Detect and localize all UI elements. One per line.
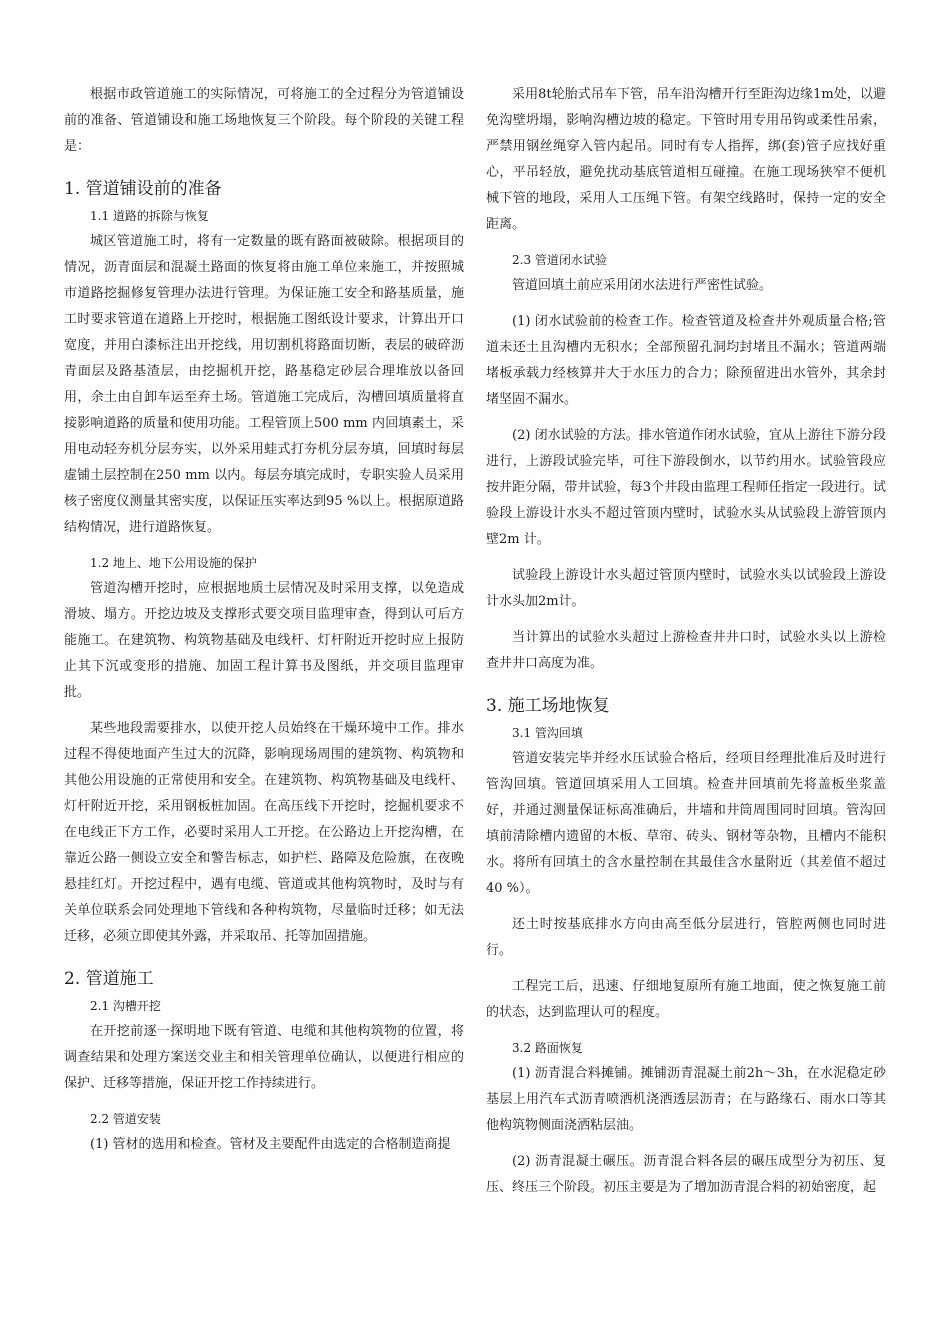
subsection-3-1-heading: 3.1 管沟回填 bbox=[512, 726, 583, 740]
paragraph-3-1c: 工程完工后，迅速、仔细地复原所有施工地面，使之恢复施工前的状态，达到监理认可的程度。 bbox=[486, 979, 886, 1020]
subsection-3-2-heading: 3.2 路面恢复 bbox=[512, 1041, 583, 1055]
left-column bbox=[64, 82, 464, 1168]
subsection-2-1-heading: 2.1 沟槽开挖 bbox=[90, 999, 161, 1013]
paragraph-2-3a: 管道回填土前应采用闭水法进行严密性试验。 bbox=[512, 278, 773, 293]
paragraph-2-2: (1) 管材的选用和检查。管材及主要配件由选定的合格制造商提 bbox=[90, 1137, 451, 1152]
paragraph-2-3c: (2) 闭水试验的方法。排水管道作闭水试验，宜从上游往下游分段进行，上游段试验完毕，可往下游段倒水，以节约用水。试验管段应按井距分隔，带井试验，每3个井段由监理工程师任指定一段进行。试验段上游设计水头不超过管顶内壁时，试验水头从试验段上游管顶内壁2m 计。 bbox=[486, 428, 886, 547]
paragraph-3-2a: (1) 沥青混合料摊铺。摊铺沥青混凝土前2h～3h，在水泥稳定砂基层上用汽车式沥青喷洒机浇洒透层沥青；在与路缘石、雨水口等其他构筑物侧面浇洒粘层油。 bbox=[486, 1066, 886, 1133]
paragraph-2-1: 在开挖前逐一探明地下既有管道、电缆和其他构筑物的位置，将调查结果和处理方案送交业主和相关管理单位确认，以便进行相应的保护、迁移等措施，保证开挖工作持续进行。 bbox=[64, 1024, 464, 1091]
intro-paragraph: 根据市政管道施工的实际情况，可将施工的全过程分为管道铺设前的准备、管道铺设和施工场地恢复三个阶段。每个阶段的关键工程是： bbox=[64, 87, 464, 154]
section-2-heading: 2. 管道施工 bbox=[64, 969, 154, 989]
paragraph-1-2a: 管道沟槽开挖时，应根据地质土层情况及时采用支撑，以免造成滑坡、塌方。开挖边坡及支撑形式要交项目监理审查，得到认可后方能施工。在建筑物、构筑物基础及电线杆、灯杆附近开挖时应上报防止其下沉或变形的措施、加固工程计算书及图纸，并交项目监理审批。 bbox=[64, 581, 464, 700]
subsection-2-3-heading: 2.3 管道闭水试验 bbox=[512, 253, 607, 267]
subsection-2-2-heading: 2.2 管道安装 bbox=[90, 1112, 161, 1126]
paragraph-1-2b: 某些地段需要排水，以使开挖人员始终在干燥环境中工作。排水过程不得使地面产生过大的沉降，影响现场周围的建筑物、构筑物和其他公用设施的正常使用和安全。在建筑物、构筑物基础及电线杆、灯杆附近开挖，采用钢板桩加固。在高压线下开挖时，挖掘机要求不在电线正下方工作，必要时采用人工开挖。在公路边上开挖沟槽，在靠近公路一侧设立安全和警告标志，如护栏、路障及危险旗，在夜晚悬挂红灯。开挖过程中，遇有电缆、管道或其他构筑物时，及时与有关单位联系会同处理地下管线和各种构筑物，尽量临时迁移；如无法迁移，必须立即使其外露，并采取吊、托等加固措施。 bbox=[64, 721, 464, 944]
paragraph-2-3d: 试验段上游设计水头超过管顶内壁时，试验水头以试验段上游设计水头加2m计。 bbox=[486, 568, 886, 609]
section-3-heading: 3. 施工场地恢复 bbox=[486, 696, 610, 716]
paragraph-2-3b: (1) 闭水试验前的检查工作。检查管道及检查井外观质量合格;管道未还土且沟槽内无积水；全部预留孔洞均封堵且不漏水；管道两端堵板承载力经核算并大于水压力的合力；除预留进出水管外，其余封堵坚固不漏水。 bbox=[486, 314, 886, 407]
paragraph-3-2b: (2) 沥青混凝土碾压。沥青混合料各层的碾压成型分为初压、复压、终压三个阶段。初压主要是为了增加沥青混合料的初始密度，起 bbox=[486, 1154, 886, 1195]
paragraph-2-3e: 当计算出的试验水头超过上游检查井井口时，试验水头以上游检查井井口高度为准。 bbox=[486, 630, 886, 671]
paragraph-2-2-continued: 采用8t轮胎式吊车下管，吊车沿沟槽开行至距沟边缘1m处，以避免沟壁坍塌，影响沟槽边坡的稳定。下管时用专用吊钩或柔性吊索，严禁用钢丝绳穿入管内起吊。同时有专人指挥，绑(套)管子应找好重心，平吊轻放，避免扰动基底管道相互碰撞。在施工现场狭窄不便机械下管的地段，采用人工压绳下管。有架空线路时，保持一定的安全距离。 bbox=[486, 87, 886, 232]
section-1-heading: 1. 管道铺设前的准备 bbox=[64, 179, 222, 199]
paragraph-3-1b: 还土时按基底排水方向由高至低分层进行，管腔两侧也同时进行。 bbox=[486, 917, 886, 958]
paragraph-3-1a: 管道安装完毕并经水压试验合格后，经项目经理批准后及时进行管沟回填。管道回填采用人工回填。检查井回填前先将盖板坐浆盖好，并通过测量保证标高准确后，井墙和井筒周围同时回填。管沟回填前清除槽内遗留的木板、草帘、砖头、钢材等杂物，且槽内不能积水。将所有回填土的含水量控制在其最佳含水量附近（其差值不超过40 %）。 bbox=[486, 751, 886, 896]
subsection-1-2-heading: 1.2 地上、地下公用设施的保护 bbox=[90, 556, 257, 570]
subsection-1-1-heading: 1.1 道路的拆除与恢复 bbox=[90, 209, 209, 223]
paragraph-1-1: 城区管道施工时，将有一定数量的既有路面被破除。根据项目的情况，沥青面层和混凝土路面的恢复将由施工单位来施工，并按照城市道路挖掘修复管理办法进行管理。为保证施工安全和路基质量，施工时要求管道在道路上开挖时，根据施工图纸设计要求，计算出开口宽度，并用白漆标注出开挖线，用切割机将路面切断，表层的破碎沥青面层及路基渣层，由挖掘机开挖，路基稳定砂层合理堆放以备回用，余土由自卸车运至弃土场。管道施工完成后，沟槽回填质量将直接影响道路的质量和使用功能。工程管顶上500 mm 内回填素土，采用电动轻夯机分层夯实，以外采用蛙式打夯机分层夯填，回填时每层虚铺土层控制在250 mm 以内。每层夯填完成时，专职实验人员采用核子密度仪测量其密实度，以保证压实率达到95 %以上。根据原道路结构情况，进行道路恢复。 bbox=[64, 234, 464, 535]
right-column bbox=[486, 82, 886, 1211]
